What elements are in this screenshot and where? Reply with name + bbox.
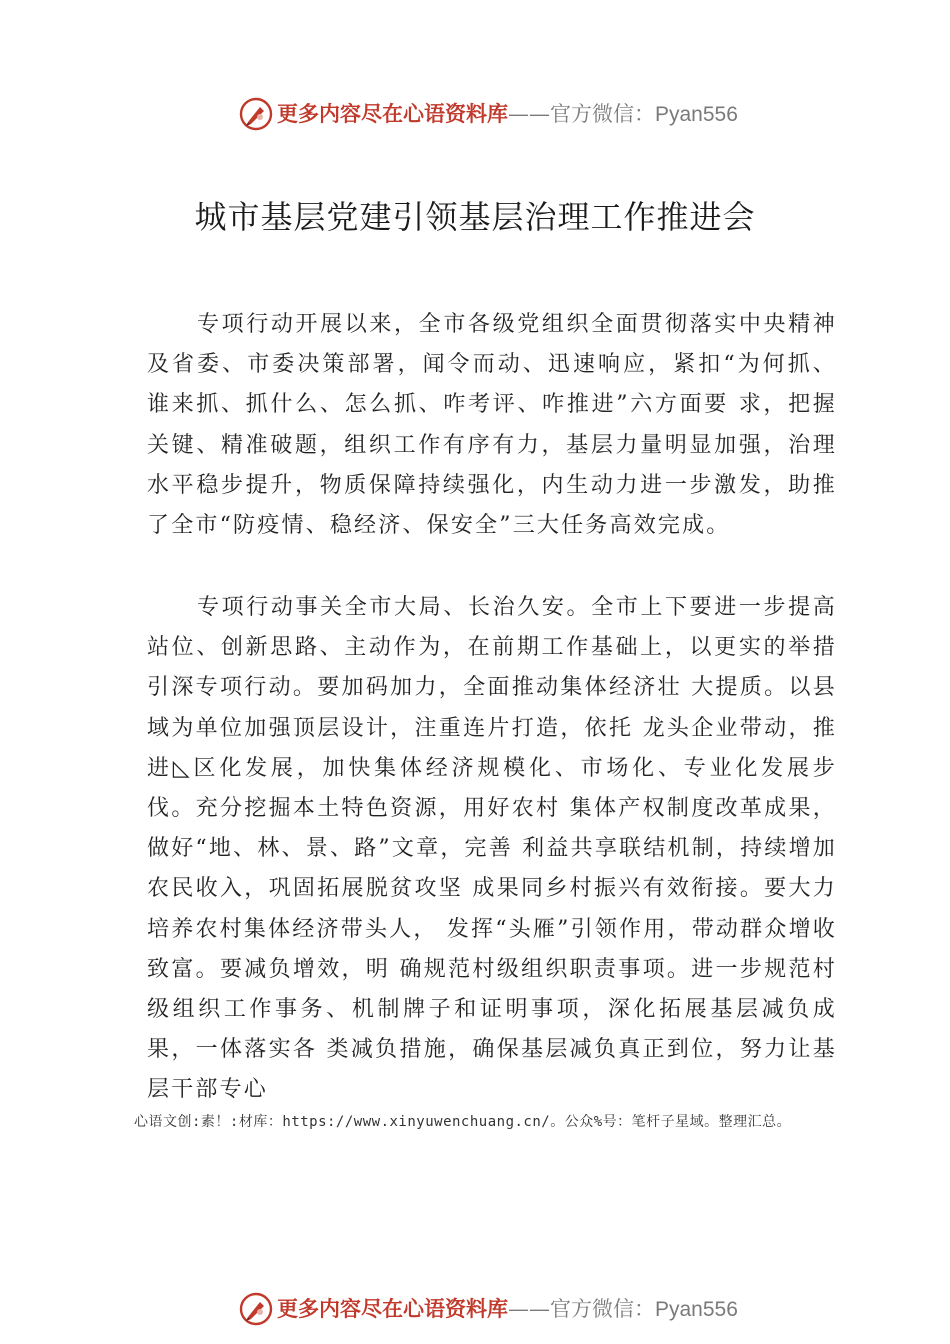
banner-label: 官方微信： — [550, 1297, 655, 1321]
banner-dash: —— — [508, 102, 550, 126]
banner-label: 官方微信： — [550, 102, 655, 126]
paragraph-1: 专项行动开展以来，全市各级党组织全面贯彻落实中央精神及省委、市委决策部署，闻令而动、迅速响应，紧扣“为何抓、谁来抓、抓什么、怎么抓、咋考评、咋推进”六方面要 求，把握关键、精准破题，组织工作有序有力，基层力量明显加强，治理水平稳步提升，物质保障持续强化，内生动力进一步激发，助推了全市“防疫情、稳经济、保安全”三大任务高效完成。 — [147, 312, 837, 539]
banner-account: Pyan556 — [655, 1298, 738, 1321]
banner-account: Pyan556 — [655, 103, 738, 126]
header-banner — [0, 95, 950, 135]
banner-red-text: 更多内容尽在心语资料库 — [277, 101, 508, 126]
document-title: 城市基层党建引领基层治理工作推进会 — [194, 198, 756, 236]
banner-text — [277, 1296, 738, 1323]
pen-nib-logo-icon — [239, 1292, 273, 1326]
banner-red-text: 更多内容尽在心语资料库 — [277, 1296, 508, 1321]
banner-text — [277, 101, 738, 128]
footnote: 心语文创:素！:材库：https://www.xinyuwenchuang.cn/。公众%号：笔杆子星域。整理汇总。 — [134, 1114, 792, 1130]
footer-banner — [0, 1290, 950, 1330]
pen-nib-logo-icon — [239, 97, 273, 131]
banner-dash: —— — [508, 1297, 550, 1321]
paragraph-2: 专项行动事关全市大局、长治久安。全市上下要进一步提高站位、创新思路、主动作为，在前期工作基础上，以更实的举措引深专项行动。要加码加力，全面推动集体经济壮 大提质。以县域为单位加强顶层设计，注重连片打造，依托 龙头企业带动，推进◺区化发展，加快集体经济规模化、市场化、专业化发展步伐。充分挖掘本土特色资源，用好农村 集体产权制度改革成果，做好“地、林、景、路”文章，完善 利益共享联结机制，持续增加农民收入，巩固拓展脱贫攻坚 成果同乡村振兴有效衔接。要大力培养农村集体经济带头人， 发挥“头雁”引领作用，带动群众增收致富。要减负增效，明 确规范村级组织职责事项。进一步规范村级组织工作事务、机制牌子和证明事项，深化拓展基层减负成果，一体落实各 类减负措施，确保基层减负真正到位，努力让基层干部专心 — [147, 595, 837, 1103]
